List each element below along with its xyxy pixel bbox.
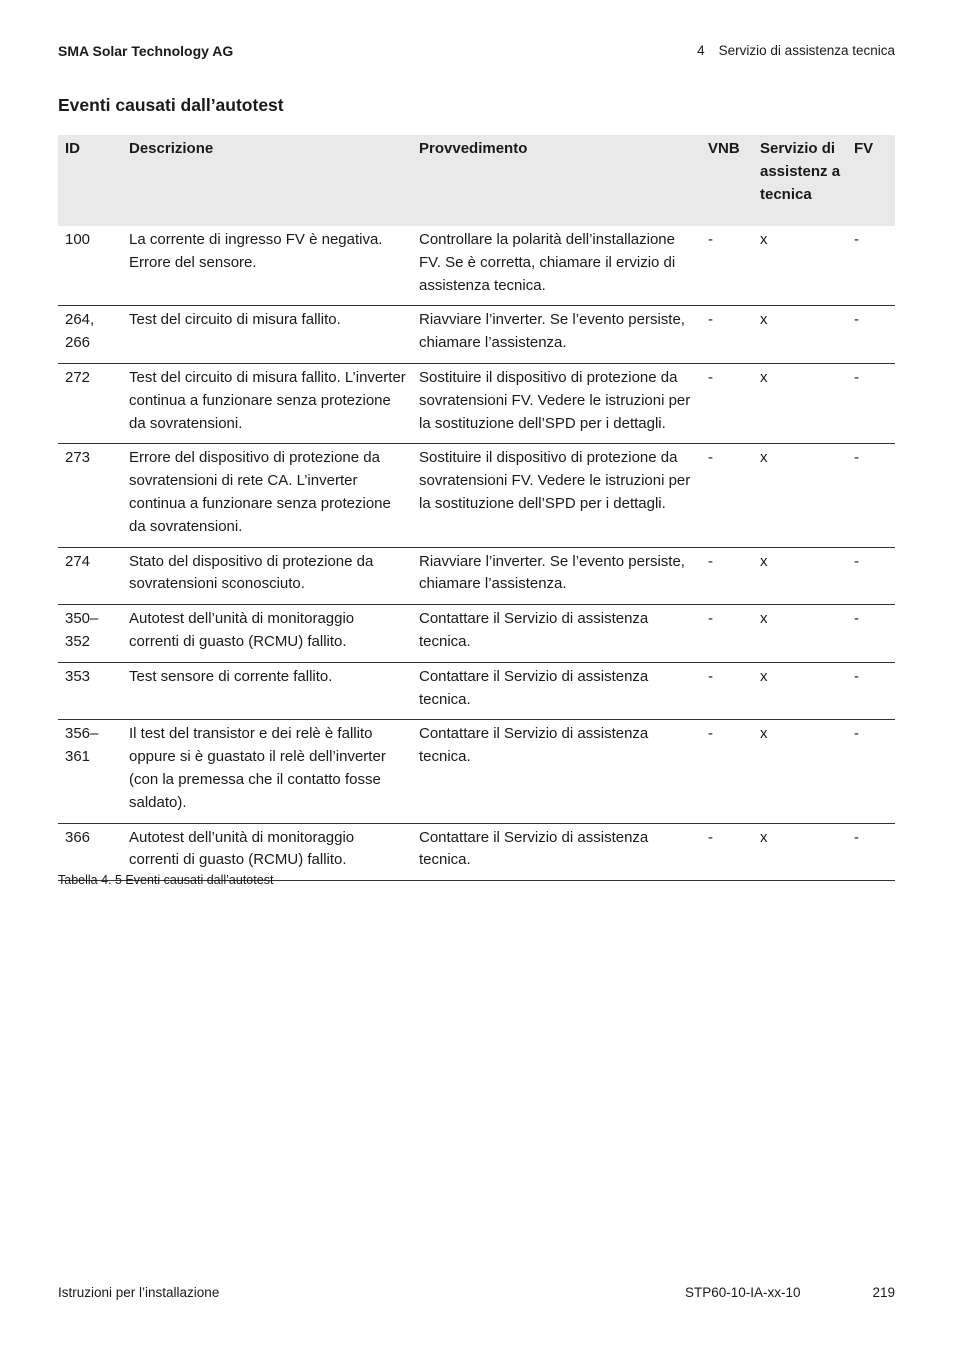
col-header-id: ID: [58, 135, 122, 226]
cell-fv: -: [847, 605, 895, 663]
cell-provvedimento: Riavviare l’inverter. Se l’evento persiste, chiamare l’assistenza.: [412, 306, 701, 364]
cell-provvedimento: Sostituire il dispositivo di protezione da sovratensioni FV. Vedere le istruzioni per la sostituzione dell’SPD per i dettagli.: [412, 363, 701, 443]
cell-id: 274: [58, 547, 122, 605]
cell-descrizione: Il test del transistor e dei relè è fallito oppure si è guastato il relè dell’inverter (con la premessa che il contatto fosse saldato).: [122, 720, 412, 823]
cell-descrizione: Stato del dispositivo di protezione da sovratensioni sconosciuto.: [122, 547, 412, 605]
header-company: SMA Solar Technology AG: [58, 43, 234, 59]
cell-servizio: x: [753, 444, 847, 547]
cell-vnb: -: [701, 605, 753, 663]
cell-servizio: x: [753, 547, 847, 605]
page-number: 219: [872, 1285, 895, 1300]
cell-id: 366: [58, 823, 122, 881]
table-row: [58, 547, 895, 605]
cell-vnb: -: [701, 662, 753, 720]
cell-id: 350–352: [58, 605, 122, 663]
cell-provvedimento: Contattare il Servizio di assistenza tecnica.: [412, 605, 701, 663]
cell-provvedimento: Sostituire il dispositivo di protezione da sovratensioni FV. Vedere le istruzioni per la sostituzione dell’SPD per i dettagli.: [412, 444, 701, 547]
cell-vnb: -: [701, 363, 753, 443]
cell-id: 356–361: [58, 720, 122, 823]
cell-vnb: -: [701, 306, 753, 364]
cell-servizio: x: [753, 363, 847, 443]
table-row: [58, 363, 895, 443]
table-header-row: [58, 135, 895, 226]
cell-fv: -: [847, 662, 895, 720]
cell-servizio: x: [753, 605, 847, 663]
cell-provvedimento: Contattare il Servizio di assistenza tecnica.: [412, 720, 701, 823]
cell-provvedimento: Riavviare l’inverter. Se l’evento persiste, chiamare l’assistenza.: [412, 547, 701, 605]
cell-vnb: -: [701, 444, 753, 547]
cell-provvedimento: Controllare la polarità dell’installazione FV. Se è corretta, chiamare il ervizio di assistenza tecnica.: [412, 226, 701, 306]
header-chapter: [697, 43, 895, 58]
cell-servizio: x: [753, 720, 847, 823]
cell-servizio: x: [753, 226, 847, 306]
table-row: [58, 605, 895, 663]
cell-id: 353: [58, 662, 122, 720]
cell-fv: -: [847, 444, 895, 547]
cell-servizio: x: [753, 823, 847, 881]
cell-servizio: x: [753, 306, 847, 364]
col-header-fv: FV: [847, 135, 895, 226]
cell-fv: -: [847, 306, 895, 364]
col-header-servizio: Servizio di assistenz a tecnica: [753, 135, 847, 226]
cell-id: 273: [58, 444, 122, 547]
cell-descrizione: Autotest dell’unità di monitoraggio correnti di guasto (RCMU) fallito.: [122, 605, 412, 663]
chapter-number: 4: [697, 43, 705, 58]
cell-descrizione: Errore del dispositivo di protezione da sovratensioni di rete CA. L’inverter continua a funzionare senza protezione da sovratensioni.: [122, 444, 412, 547]
table-row: [58, 444, 895, 547]
cell-vnb: -: [701, 226, 753, 306]
cell-descrizione: Test del circuito di misura fallito. L’inverter continua a funzionare senza protezione da sovratensioni.: [122, 363, 412, 443]
cell-id: 100: [58, 226, 122, 306]
table-row: [58, 226, 895, 306]
table-caption: Tabella 4. 5 Eventi causati dall’autotest: [58, 873, 274, 887]
cell-vnb: -: [701, 547, 753, 605]
cell-fv: -: [847, 363, 895, 443]
col-header-descrizione: Descrizione: [122, 135, 412, 226]
cell-vnb: -: [701, 720, 753, 823]
cell-servizio: x: [753, 662, 847, 720]
section-title: Eventi causati dall’autotest: [58, 95, 284, 115]
footer-doc-code: STP60-10-IA-xx-10: [685, 1285, 801, 1300]
col-header-provvedimento: Provvedimento: [412, 135, 701, 226]
cell-fv: -: [847, 823, 895, 881]
cell-fv: -: [847, 720, 895, 823]
cell-fv: -: [847, 226, 895, 306]
table-row: [58, 823, 895, 881]
events-table: [58, 135, 895, 881]
footer-manual-title: Istruzioni per l’installazione: [58, 1285, 220, 1300]
cell-descrizione: Autotest dell’unità di monitoraggio correnti di guasto (RCMU) fallito.: [122, 823, 412, 881]
cell-descrizione: Test sensore di corrente fallito.: [122, 662, 412, 720]
cell-descrizione: Test del circuito di misura fallito.: [122, 306, 412, 364]
table-row: [58, 306, 895, 364]
cell-id: 264, 266: [58, 306, 122, 364]
cell-id: 272: [58, 363, 122, 443]
chapter-title: Servizio di assistenza tecnica: [718, 43, 895, 58]
table-row: [58, 662, 895, 720]
cell-vnb: -: [701, 823, 753, 881]
cell-provvedimento: Contattare il Servizio di assistenza tecnica.: [412, 823, 701, 881]
cell-descrizione: La corrente di ingresso FV è negativa. Errore del sensore.: [122, 226, 412, 306]
cell-fv: -: [847, 547, 895, 605]
cell-provvedimento: Contattare il Servizio di assistenza tecnica.: [412, 662, 701, 720]
table-row: [58, 720, 895, 823]
col-header-vnb: VNB: [701, 135, 753, 226]
